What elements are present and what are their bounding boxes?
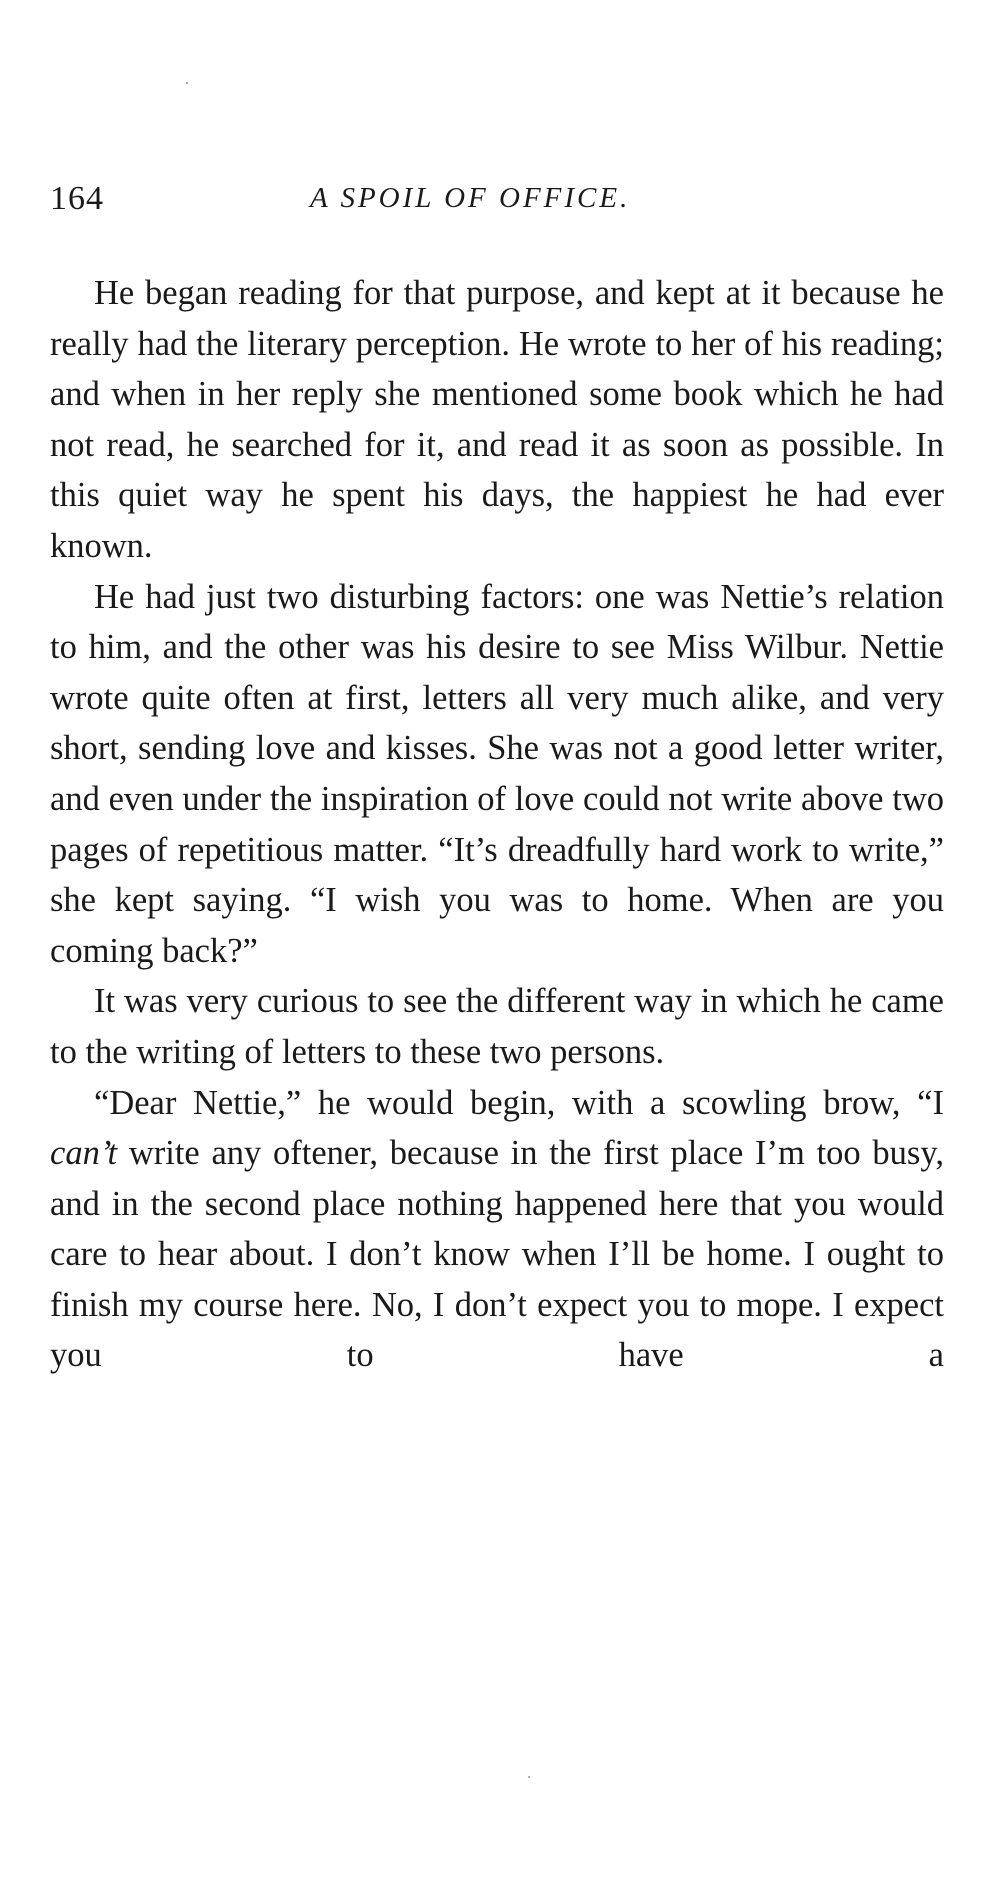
running-head xyxy=(50,180,950,230)
emphasized-word: can’t xyxy=(50,1134,118,1173)
paragraph: He had just two disturbing factors: one was Nettie’s relation to him, and the other was his desire to see Miss Wilbur. Nettie wrote quite often at first, letters all very much alike, and very short, sending love and kisses. She was not a good letter writer, and even under the inspiration of love could not write above two pages of repetitious matter. “It’s dreadfully hard work to write,” she kept saying. “I wish you was to home. When are you coming back?” xyxy=(50,577,944,970)
paper-speck xyxy=(528,1776,530,1778)
body-text xyxy=(50,268,944,1381)
paragraph-text: “Dear Nettie,” he would begin, with a scowling brow, “I xyxy=(94,1083,944,1122)
book-title: A SPOIL OF OFFICE. xyxy=(310,182,631,214)
paragraph: It was very curious to see the different way in which he came to the writing of letters to these two persons. xyxy=(50,982,944,1071)
paragraph-text: write any oftener, because in the first place I’m too busy, and in the second place nothing happened here that you would care to hear about. I don’t know when I’ll be home. I ought to finish my course here. No, I don’t expect you to mope. I expect you to have a xyxy=(50,1134,944,1375)
paper-speck xyxy=(186,82,188,84)
paragraph: He began reading for that purpose, and kept at it because he really had the literary perception. He wrote to her of his reading; and when in her reply she mentioned some book which he had not read, he searched for it, and read it as soon as possible. In this quiet way he spent his days, the happiest he had ever known. xyxy=(50,274,944,565)
page-number: 164 xyxy=(50,180,104,217)
paragraph xyxy=(50,1078,944,1382)
